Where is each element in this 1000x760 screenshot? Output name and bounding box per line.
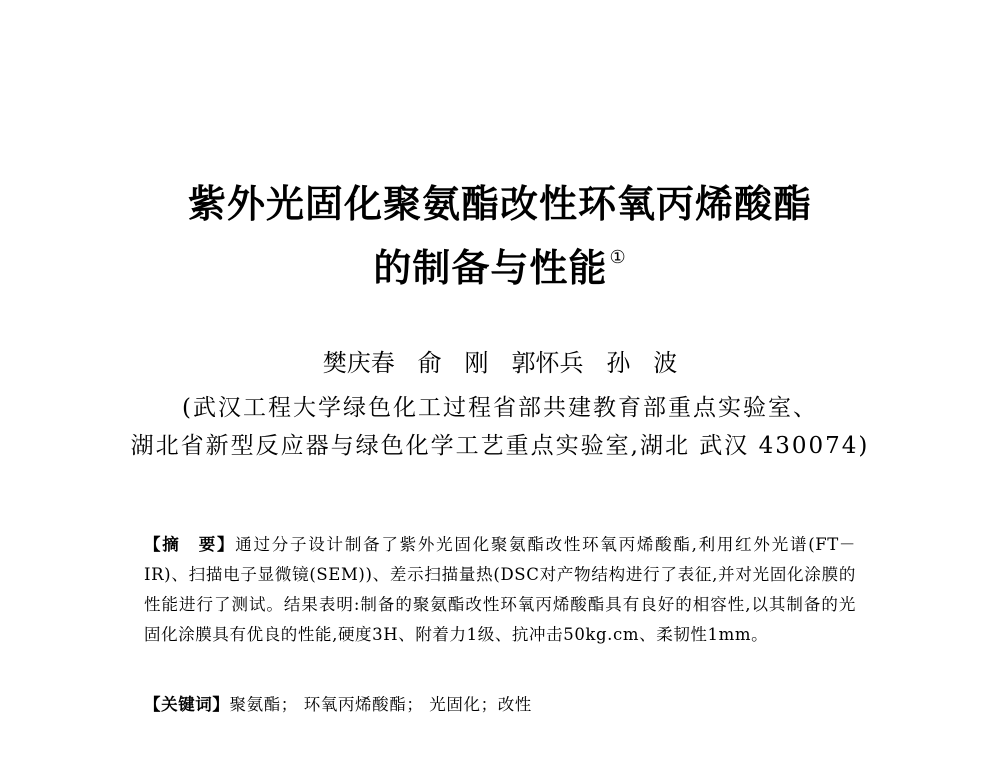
paper-title-line-1: 紫外光固化聚氨酯改性环氧丙烯酸酯 <box>187 182 812 226</box>
keywords-text: 聚氨酯； 环氧丙烯酸酯； 光固化；改性 <box>229 695 532 714</box>
paper-title-line-2-text: 的制备与性能 <box>373 246 608 290</box>
paper-title-line-2 <box>0 236 1000 290</box>
affiliation-line-2: 湖北省新型反应器与绿色化学工艺重点实验室,湖北 武汉 430074) <box>130 433 870 459</box>
abstract-label: 【摘 要】 <box>144 535 236 554</box>
author-list: 樊庆春 俞 刚 郭怀兵 孙 波 <box>322 349 678 377</box>
abstract <box>144 530 856 650</box>
abstract-text: 通过分子设计制备了紫外光固化聚氨酯改性环氧丙烯酸酯,利用红外光谱(FT－IR)、扫描电子显微镜(SEM))、差示扫描量热(DSC对产物结构进行了表征,并对光固化涂膜的性能进行了测试。结果表明:制备的聚氨酯改性环氧丙烯酸酯具有良好的相容性,以其制备的光固化涂膜具有优良的性能,硬度3H、附着力1级、抗冲击50kg.cm、柔韧性1mm。 <box>144 535 856 644</box>
affiliation-line-1: (武汉工程大学绿色化工过程省部共建教育部重点实验室、 <box>182 395 818 421</box>
keywords-label: 【关键词】 <box>144 695 230 714</box>
keywords <box>144 690 856 720</box>
footnote-mark: ① <box>609 247 627 268</box>
